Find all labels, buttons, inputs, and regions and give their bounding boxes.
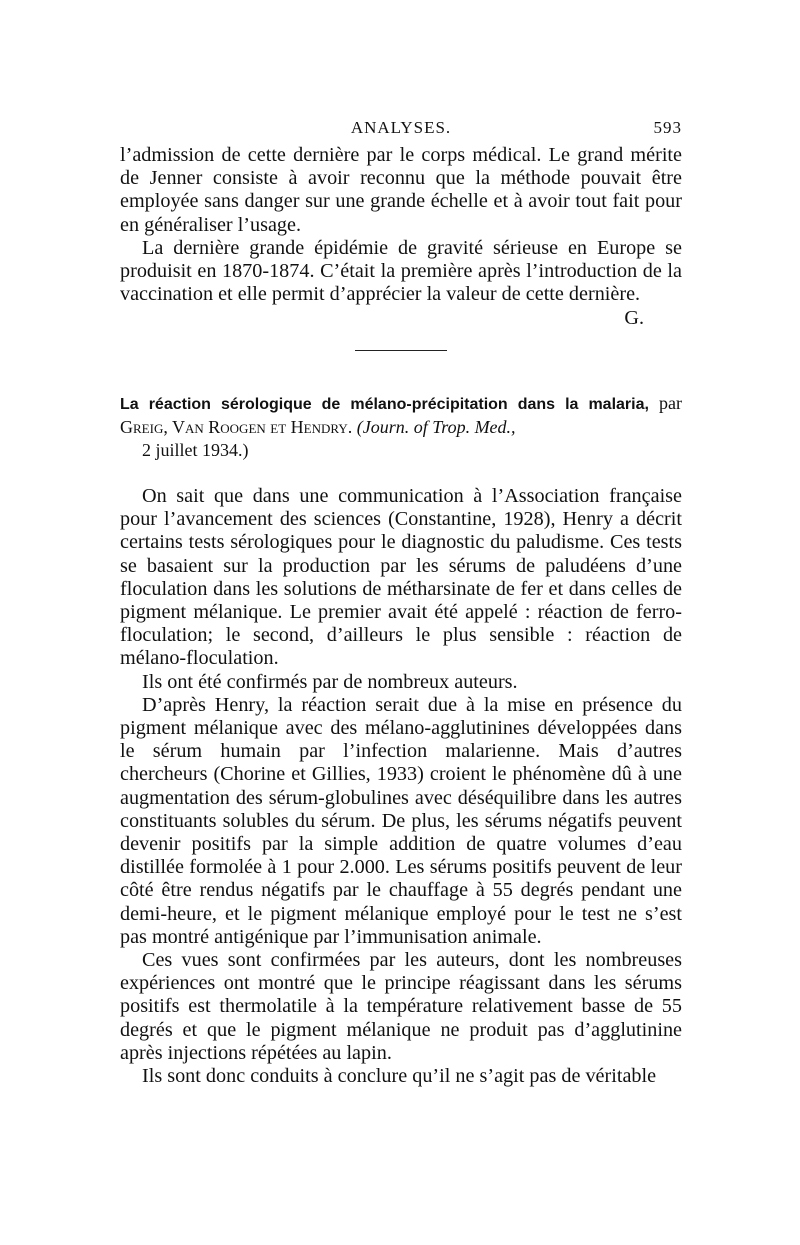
article-heading [120, 392, 682, 462]
section-divider [355, 350, 447, 351]
running-title: ANALYSES. [350, 118, 452, 137]
article-date: 2 juillet 1934.) [142, 440, 249, 461]
article-title: La réaction sérologique de mélano-précipitation dans la malaria, [120, 395, 649, 413]
paragraph: On sait que dans une communication à l’Association française pour l’avancement des sciences (Constantine, 1928), Henry a décrit certains tests sérologiques pour le diagnostic du paludisme. Ces tests se basaient sur la production par les sérums de paludéens d’une floculation dans les solutions de métharsinate de fer et dans celles de pigment mélanique. Le premier avait été appelé : réaction de ferro-floculation; le second, d’ailleurs le plus sensible : réaction de mélano-floculation. [120, 485, 682, 670]
article-authors: Greig, Van Roogen et Hendry. [120, 417, 353, 438]
paragraph: Ils sont donc conduits à conclure qu’il ne s’agit pas de véritable [142, 1065, 657, 1088]
signature: G. [624, 307, 644, 330]
document-page [120, 118, 682, 1088]
paragraph: La dernière grande épidémie de gravité sérieuse en Europe se produisit en 1870-1874. C’était la première après l’introduction de la vaccination et elle permit d’apprécier la valeur de cette dernière. [120, 236, 682, 306]
paragraph: Ils ont été confirmés par de nombreux auteurs. [142, 670, 518, 693]
paragraph: Ces vues sont confirmées par les auteurs, dont les nombreuses expériences ont montré que le principe réagissant dans les sérums positifs est thermolatile à la température relativement basse de 55 degrés et que le pigment mélanique ne produit pas d’agglutinine après injections répétées au lapin. [120, 949, 682, 1064]
page-number: 593 [653, 118, 682, 137]
article-by: par [659, 392, 683, 413]
paragraph: D’après Henry, la réaction serait due à la mise en présence du pigment mélanique avec des mélano-agglutinines développées dans le sérum humain par l’infection malarienne. Mais d’autres chercheurs (Chorine et Gillies, 1933) croient le phénomène dû à une augmentation des sérum-globulines avec déséquilibre dans les autres constituants solubles du sérum. De plus, les sérums négatifs peuvent devenir positifs par la simple addition de quatre volumes d’eau distillée formolée à 1 pour 2.000. Les sérums positifs peuvent de leur côté être rendus négatifs par le chauffage à 55 degrés pendant une demi-heure, et le pigment mélanique employé pour le test ne s’est pas montré antigénique par l’immunisation animale. [120, 693, 682, 948]
running-header [120, 118, 682, 144]
paragraph: l’admission de cette dernière par le corps médical. Le grand mérite de Jenner consiste à avoir reconnu que la méthode pouvait être employée sans danger sur une grande échelle et à avoir tout fait pour en généraliser l’usage. [120, 144, 682, 236]
article-journal: (Journ. of Trop. Med., [356, 417, 516, 438]
